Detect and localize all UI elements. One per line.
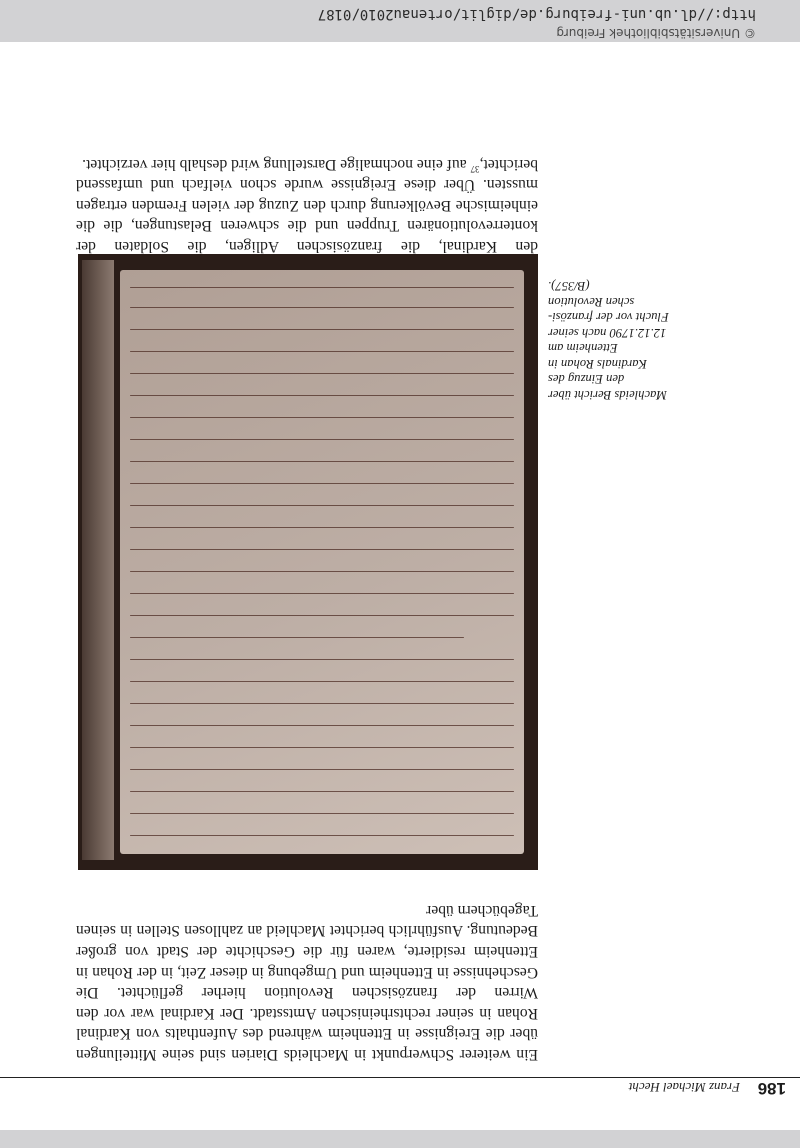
footnote-reference[interactable]: 37 (470, 163, 480, 174)
caption-line: Flucht vor der französi- (548, 310, 669, 325)
running-head-author: Franz Michael Hecht (628, 1080, 740, 1095)
caption-line: Ettenheim am (548, 341, 618, 356)
caption-line: Kardinals Rohan in (548, 357, 647, 371)
paragraph-2-start: den Kardinal, die französischen Adligen, die Soldaten der konterrevolutionären Truppen und die schweren Belastungen, die die einheimische Bevölkerung durch den Zuzug der vielen Fremden ertragen mussten. Über diese Ereignisse wurde schon vielfach und umfassend berichtet, (76, 155, 538, 255)
caption-line: schen Revolution (548, 295, 635, 309)
caption-line: (B/357). (548, 279, 590, 294)
library-footer-bar (0, 0, 800, 42)
bottom-viewer-bar (0, 1130, 800, 1148)
paragraph-2-end: auf eine nochmalige Darstellung wird deshalb hier verzichtet. (82, 155, 471, 173)
manuscript-page-icon (120, 270, 524, 854)
caption-line: Machleids Bericht über (548, 388, 667, 402)
figure-caption (548, 278, 698, 402)
body-paragraph-1: Ein weiterer Schwerpunkt in Machleids Diarien sind seine Mitteilungen über die Ereignisse in Ettenheim während des Aufenthalts von Kardinal Rohan in seiner rechtsrheinischen Amtsstadt. Der Kardinal war vor den Wirren der französischen Revolution hierher geflüchtet. Die Geschehnisse in Ettenheim und Umgebung in dieser Zeit, in der Rohan in Ettenheim residierte, waren für die Geschichte der Stadt von großer Bedeutung. Ausführlich berichtet Machleid an zahllosen Stellen in seinen Tagebüchern über (76, 901, 538, 1063)
manuscript-photo (78, 254, 538, 870)
book-edge (82, 260, 114, 860)
caption-line: den Einzug des (548, 372, 625, 387)
permalink-url[interactable]: http://dl.ub.uni-freiburg.de/diglit/ortenau2010/0187 (317, 6, 756, 22)
page-number: 186 (757, 1079, 786, 1098)
caption-line: 12.12.1790 nach seiner (548, 326, 667, 340)
library-credit: © Universitätsbibliothek Freiburg (556, 26, 756, 40)
body-paragraph-2 (76, 153, 538, 256)
header-rule (0, 1077, 800, 1078)
